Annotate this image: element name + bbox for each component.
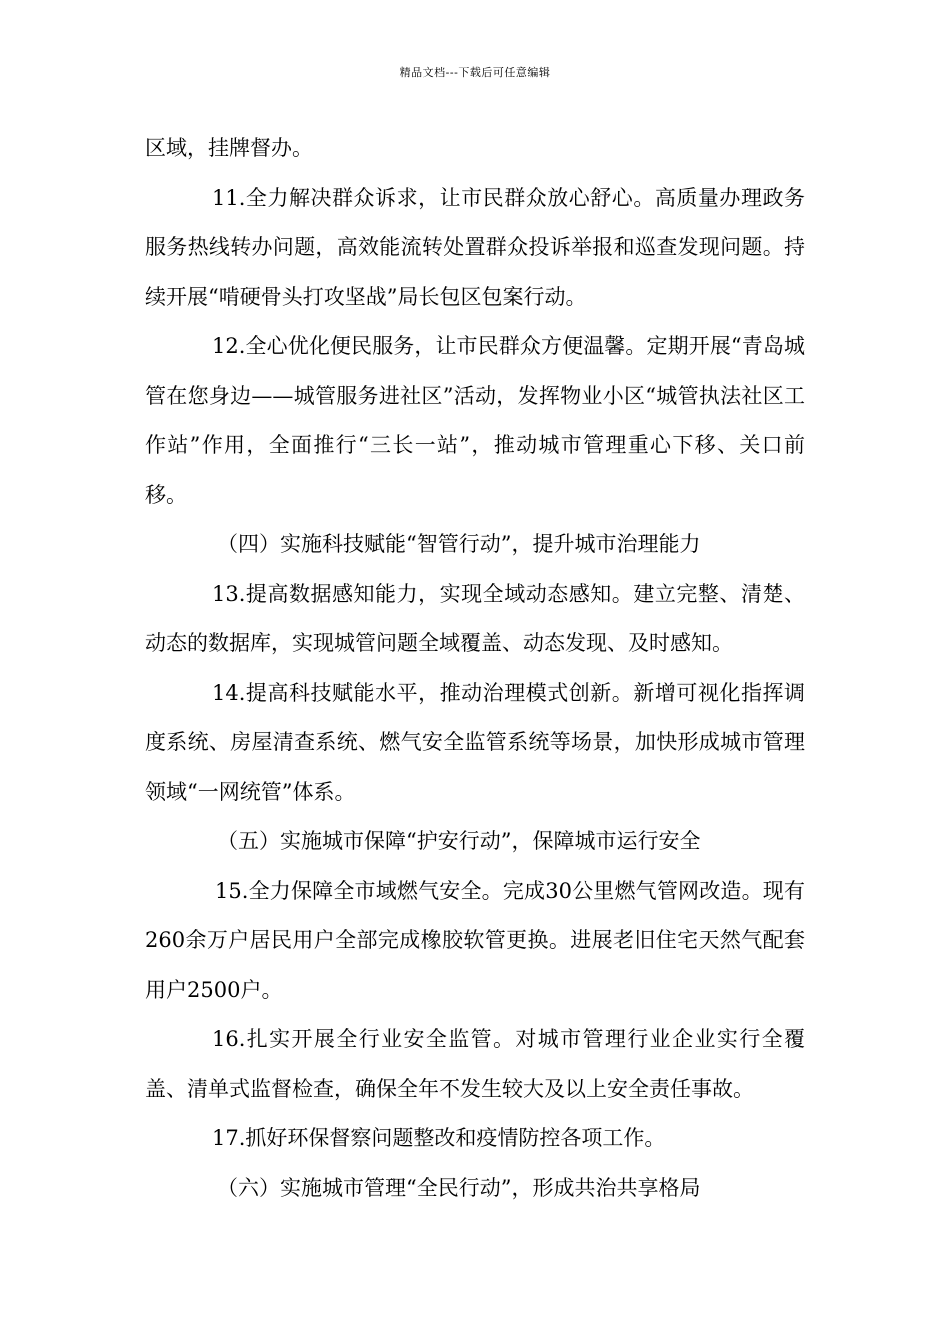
paragraph-item-16: 16.扎实开展全行业安全监管。对城市管理行业企业实行全覆盖、清单式监督检查，确保全年不发生较大及以上安全责任事故。	[145, 1027, 805, 1101]
section-heading-4: （四）实施科技赋能“智管行动”，提升城市治理能力	[217, 532, 701, 556]
paragraph-item-15: 15.全力保障全市域燃气安全。完成30公里燃气管网改造。现有260余万户居民用户全部完成橡胶软管更换。进展老旧住宅天然气配套用户2500户。	[145, 878, 805, 1002]
section-heading-5: （五）实施城市保障“护安行动”，保障城市运行安全	[217, 829, 701, 853]
paragraph-item-12: 12.全心优化便民服务，让市民群众方便温馨。定期开展“青岛城管在您身边——城管服务进社区”活动，发挥物业小区“城管执法社区工作站”作用，全面推行“三长一站”，推动城市管理重心下移、关口前移。	[145, 334, 805, 507]
paragraph-item-14: 14.提高科技赋能水平，推动治理模式创新。新增可视化指挥调度系统、房屋清查系统、燃气安全监管系统等场景，加快形成城市管理领域“一网统管”体系。	[145, 680, 805, 804]
paragraph-item-13: 13.提高数据感知能力，实现全域动态感知。建立完整、清楚、动态的数据库，实现城管问题全域覆盖、动态发现、及时感知。	[145, 581, 805, 655]
paragraph-item-17: 17.抓好环保督察问题整改和疫情防控各项工作。	[212, 1126, 666, 1150]
paragraph-item-11: 11.全力解决群众诉求，让市民群众放心舒心。高质量办理政务服务热线转办问题，高效能流转处置群众投诉举报和巡查发现问题。持续开展“啃硬骨头打攻坚战”局长包区包案行动。	[145, 185, 805, 309]
document-body	[145, 124, 805, 1213]
paragraph-continuation: 区域，挂牌督办。	[145, 136, 313, 160]
page-header: 精品文档---下载后可任意编辑	[399, 66, 551, 79]
section-heading-6: （六）实施城市管理“全民行动”，形成共治共享格局	[217, 1175, 701, 1200]
